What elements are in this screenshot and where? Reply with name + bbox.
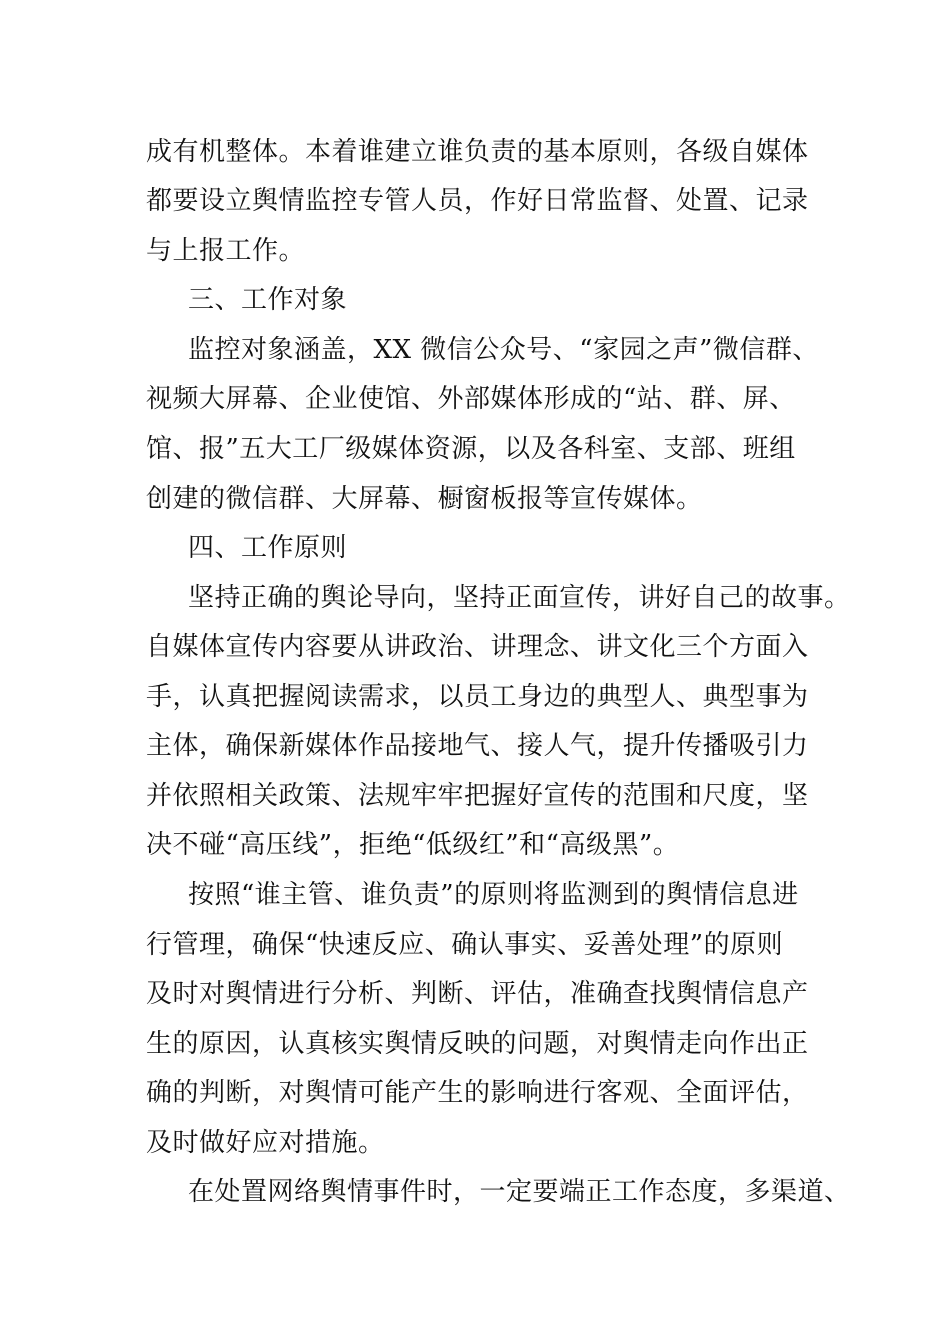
- section-heading: 四、工作原则: [188, 533, 348, 563]
- paragraph-line: 成有机整体。本着谁建立谁负责的基本原则，各级自媒体: [146, 137, 809, 167]
- paragraph-line: 并依照相关政策、法规牢牢把握好宣传的范围和尺度，坚: [146, 781, 809, 811]
- paragraph-line: 监控对象涵盖，XX 微信公众号、“家园之声”微信群、: [188, 335, 819, 365]
- paragraph-line: 都要设立舆情监控专管人员，作好日常监督、处置、记录: [146, 186, 809, 216]
- paragraph-line: 主体，确保新媒体作品接地气、接人气，提升传播吸引力: [146, 731, 809, 761]
- section-heading: 三、工作对象: [188, 285, 348, 315]
- paragraph-line: 及时对舆情进行分析、判断、评估，准确查找舆情信息产: [146, 979, 809, 1009]
- paragraph-line: 决不碰“高压线”，拒绝“低级红”和“高级黑”。: [146, 830, 680, 860]
- paragraph-line: 生的原因，认真核实舆情反映的问题，对舆情走向作出正: [146, 1029, 809, 1059]
- paragraph-line: 及时做好应对措施。: [146, 1128, 385, 1158]
- paragraph-line: 按照“谁主管、谁负责”的原则将监测到的舆情信息进: [188, 880, 799, 910]
- paragraph-line: 视频大屏幕、企业使馆、外部媒体形成的“站、群、屏、: [146, 384, 796, 414]
- paragraph-line: 创建的微信群、大屏幕、橱窗板报等宣传媒体。: [146, 484, 703, 514]
- paragraph-line: 坚持正确的舆论导向，坚持正面宣传，讲好自己的故事。: [188, 583, 851, 613]
- paragraph-line: 确的判断，对舆情可能产生的影响进行客观、全面评估，: [146, 1078, 809, 1108]
- paragraph-line: 馆、报”五大工厂级媒体资源，以及各科室、支部、班组: [146, 434, 796, 464]
- paragraph-line: 自媒体宣传内容要从讲政治、讲理念、讲文化三个方面入: [146, 632, 809, 662]
- paragraph-line: 行管理，确保“快速反应、确认事实、妥善处理”的原则: [146, 930, 784, 960]
- paragraph-line: 手，认真把握阅读需求，以员工身边的典型人、典型事为: [146, 682, 809, 712]
- paragraph-line: 在处置网络舆情事件时，一定要端正工作态度，多渠道、: [188, 1177, 851, 1207]
- paragraph-line: 与上报工作。: [146, 236, 306, 266]
